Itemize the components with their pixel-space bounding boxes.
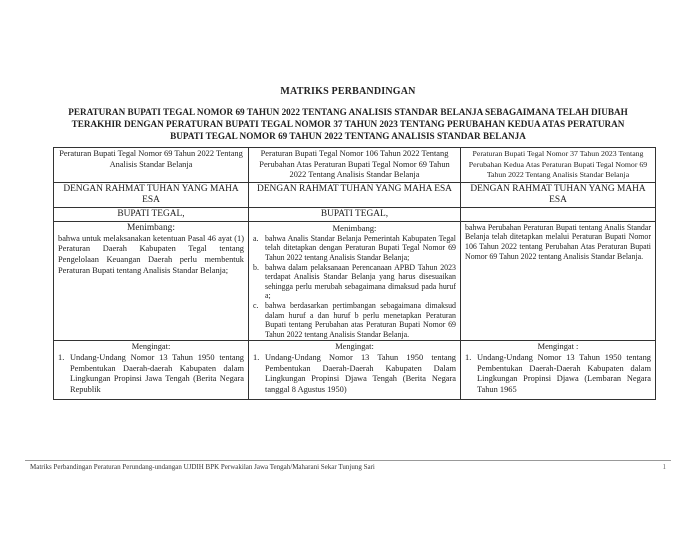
document-title: MATRIKS PERBANDINGAN — [280, 86, 416, 97]
rahmat-row — [54, 182, 656, 207]
bupati-cell-3 — [461, 207, 656, 221]
mengingat-cell-1 — [54, 341, 249, 400]
mengingat-row — [54, 341, 656, 400]
list-item: c. bahwa berdasarkan pertimbangan sebagaimana dimaksud dalam huruf a dan huruf b perlu menetapkan Peraturan Bupati tentang Perubahan atas Peraturan Bupati Nomor 69 Tahun 2022 tentang Analisis Standar Belanja. — [253, 300, 456, 339]
column-header-1: Peraturan Bupati Tegal Nomor 69 Tahun 2022 Tentang Analisis Standar Belanja — [54, 148, 249, 183]
list-item: 1. Undang-Undang Nomor 13 Tahun 1950 tentang Pembentukan Daerah-daerah Kabupaten dalam Lingkungan Propinsi Jawa Tengah (Berita Negara Republik — [58, 352, 244, 394]
rahmat-cell-3: DENGAN RAHMAT TUHAN YANG MAHA ESA — [461, 182, 656, 207]
page-number: 1 — [662, 463, 666, 471]
footer-divider — [25, 460, 671, 461]
mengingat-list-3 — [465, 353, 651, 395]
comparison-table — [53, 147, 656, 400]
menimbang-text-1: bahwa untuk melaksanakan ketentuan Pasal 46 ayat (1) Peraturan Daerah Kabupaten Tegal tentang Pengelolaan Keuangan Daerah perlu membentuk Peraturan Bupati tentang Analisis Standar Belanja; — [58, 233, 244, 275]
mengingat-cell-2 — [249, 341, 461, 400]
bupati-row — [54, 207, 656, 221]
list-item: 1. Undang-Undang Nomor 13 Tahun 1950 tentang Pembentukan Daerah-Daerah Kabupaten Dalam Lingkungan Propinsi Djawa Tengah (Berita Negara tanggal 8 Agustus 1950) — [253, 352, 456, 394]
mengingat-label-1: Mengingat: — [131, 342, 171, 352]
mengingat-list-2 — [253, 353, 456, 395]
list-item: b. bahwa dalam pelaksanaan Perencanaan APBD Tahun 2023 terdapat Analisis Standar Belanja yang harus disesuaikan sehingga perlu merubah sebagaimana dimaksud pada huruf a; — [253, 262, 456, 301]
column-header-3: Peraturan Bupati Tegal Nomor 37 Tahun 2023 Tentang Perubahan Kedua Atas Peraturan Bupati Tegal Nomor 69 Tahun 2022 Tentang Analisis Standar Belanja — [461, 148, 656, 183]
rahmat-cell-1: DENGAN RAHMAT TUHAN YANG MAHA ESA — [54, 182, 249, 207]
page-footer: Matriks Perbandingan Peraturan Perundang-undangan UJDIH BPK Perwakilan Jawa Tengah/Maharani Sekar Tunjung Sari — [30, 463, 375, 471]
menimbang-cell-1 — [54, 221, 249, 341]
column-header-2: Peraturan Bupati Tegal Nomor 106 Tahun 2022 Tentang Perubahan Atas Peraturan Bupati Tegal Nomor 69 Tahun 2022 Tentang Analisis Standar Belanja — [249, 148, 461, 183]
menimbang-row — [54, 221, 656, 341]
mengingat-label-2: Mengingat: — [335, 342, 374, 352]
menimbang-label: Menimbang: — [332, 222, 377, 233]
bupati-cell-1: BUPATI TEGAL, — [54, 207, 249, 221]
list-item: 1. Undang-Undang Nomor 13 Tahun 1950 tentang Pembentukan Daerah-Daerah Kabupaten dalam Lingkungan Propinsi Djawa (Lembaran Negara Tahun 1965 — [465, 352, 651, 394]
document-subtitle: PERATURAN BUPATI TEGAL NOMOR 69 TAHUN 2022 TENTANG ANALISIS STANDAR BELANJA SEBAGAIMANA TELAH DIUBAH TERAKHIR DENGAN PERATURAN BUPATI TEGAL NOMOR 37 TAHUN 2023 TENTANG PERUBAHAN KEDUA ATAS PERATURAN BUPATI TEGAL NOMOR 69 TAHUN 2022 TENTANG ANALISIS STANDAR BELANJA — [68, 107, 628, 141]
bupati-cell-2: BUPATI TEGAL, — [249, 207, 461, 221]
menimbang-label: Menimbang: — [127, 222, 175, 233]
mengingat-list-1 — [58, 353, 244, 395]
mengingat-cell-3 — [461, 341, 656, 400]
mengingat-label-3: Mengingat : — [537, 342, 579, 352]
menimbang-cell-3 — [461, 221, 656, 341]
rahmat-cell-2: DENGAN RAHMAT TUHAN YANG MAHA ESA — [249, 182, 461, 207]
list-item: a. bahwa Analis Standar Belanja Pemerintah Kabupaten Tegal telah ditetapkan dengan Peraturan Bupati Tegal Nomor 69 Tahun 2022 tentang Analisis Standar Belanja; — [253, 233, 456, 262]
menimbang-text-3: bahwa Perubahan Peraturan Bupati tentang Analis Standar Belanja telah ditetapkan melalui Peraturan Bupati Nomor 106 Tahun 2022 tentang Perubahan Atas Peraturan Bupati Nomor 69 Tahun 2022 tentang Analisis Standar Belanja. — [465, 222, 651, 261]
menimbang-list — [253, 234, 456, 340]
menimbang-cell-2 — [249, 221, 461, 341]
table-header-row — [54, 148, 656, 183]
